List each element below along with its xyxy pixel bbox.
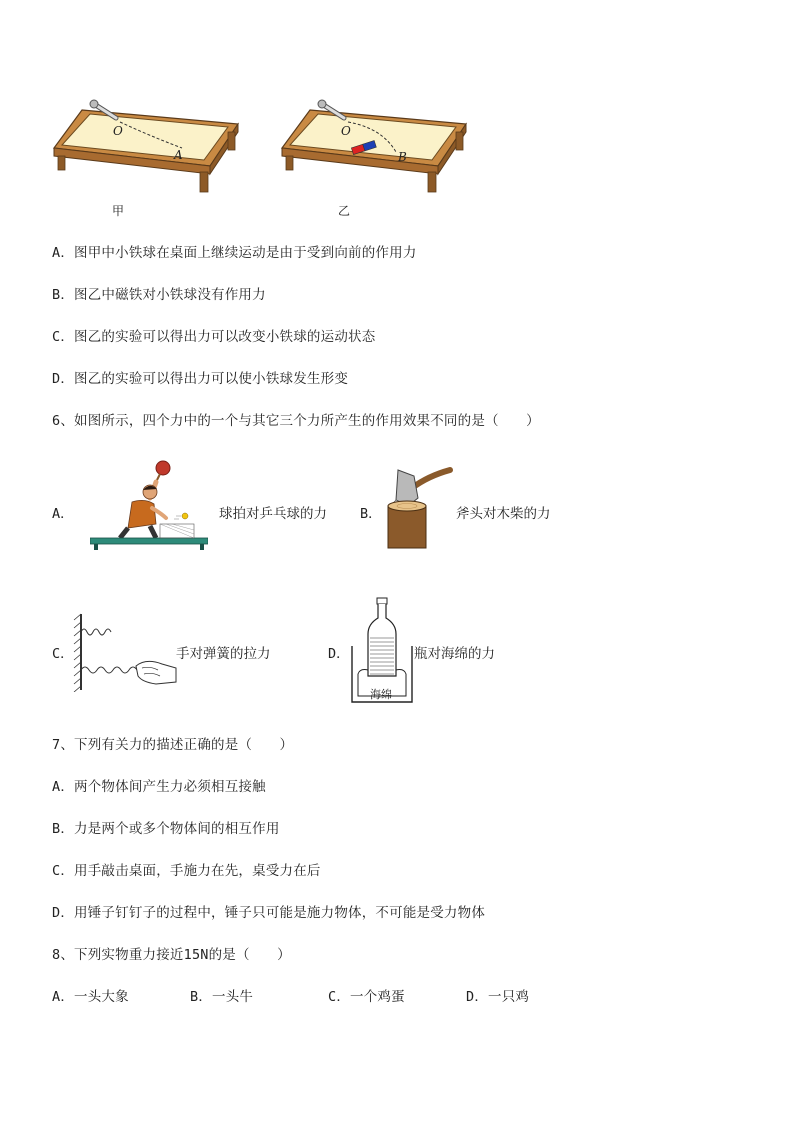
q6-option-c-caption: 手对弹簧的拉力 <box>176 646 271 662</box>
figure-jia-caption: 甲 <box>112 204 125 218</box>
q5-option-a: A．图甲中小铁球在桌面上继续运动是由于受到向前的作用力 <box>52 245 417 261</box>
figure-yi <box>278 96 468 206</box>
figure-jia <box>50 96 240 206</box>
point-a-label: A <box>174 148 183 162</box>
q8-option-a: A．一头大象 <box>52 989 129 1005</box>
ping-pong-player-image <box>90 458 208 550</box>
q6-option-b-letter: B． <box>360 506 382 522</box>
q5-option-b: B．图乙中磁铁对小铁球没有作用力 <box>52 287 266 303</box>
q7-option-a: A．两个物体间产生力必须相互接触 <box>52 779 266 795</box>
q7-stem: 7、下列有关力的描述正确的是（ ） <box>52 737 294 753</box>
q7-option-b: B．力是两个或多个物体间的相互作用 <box>52 821 280 837</box>
q7-option-d: D．用锤子钉钉子的过程中，锤子只可能是施力物体，不可能是受力物体 <box>52 905 486 921</box>
q6-stem: 6、如图所示，四个力中的一个与其它三个力所产生的作用效果不同的是（ ） <box>52 413 540 429</box>
bottle-sponge-image <box>350 596 414 706</box>
q6-option-a-letter: A． <box>52 506 74 522</box>
q8-stem: 8、下列实物重力接近15N的是（ ） <box>52 947 291 963</box>
sponge-label: 海绵 <box>370 688 392 701</box>
q8-option-c: C．一个鸡蛋 <box>328 989 405 1005</box>
spring-image <box>72 612 178 692</box>
q6-option-a-caption: 球拍对乒乓球的力 <box>219 506 327 522</box>
q5-option-c: C．图乙的实验可以得出力可以改变小铁球的运动状态 <box>52 329 376 345</box>
point-o-label: O <box>113 124 123 138</box>
q6-option-d-letter: D． <box>328 646 350 662</box>
q8-option-b: B．一头牛 <box>190 989 254 1005</box>
figure-yi-caption: 乙 <box>338 204 351 218</box>
q5-option-d: D．图乙的实验可以得出力可以使小铁球发生形变 <box>52 371 349 387</box>
q7-option-c: C．用手敲击桌面，手施力在先，桌受力在后 <box>52 863 321 879</box>
q6-option-c-letter: C． <box>52 646 74 662</box>
q6-option-d-caption: 瓶对海绵的力 <box>414 646 495 662</box>
q8-option-d: D．一只鸡 <box>466 989 530 1005</box>
point-o-label: O <box>341 124 351 138</box>
axe-wood-image <box>384 462 456 552</box>
point-b-label: B <box>398 150 407 164</box>
q6-option-b-caption: 斧头对木柴的力 <box>456 506 551 522</box>
